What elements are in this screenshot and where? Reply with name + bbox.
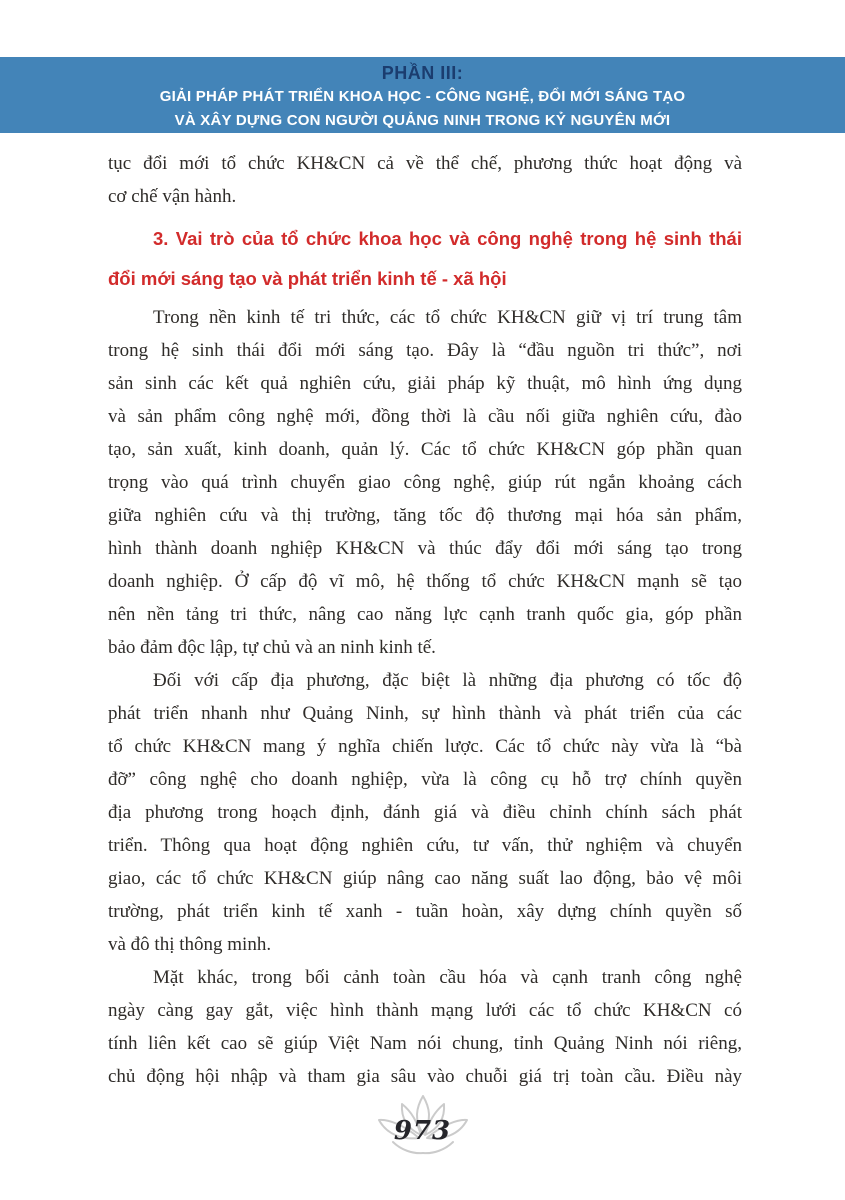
text-line: trường, phát triển kinh tế xanh - tuần hoàn, xây dựng chính quyền số: [108, 901, 742, 922]
header-banner: [0, 57, 845, 133]
text-line: phát triển nhanh như Quảng Ninh, sự hình thành và phát triển của các: [108, 703, 742, 724]
text-line: doanh nghiệp. Ở cấp độ vĩ mô, hệ thống tổ chức KH&CN mạnh sẽ tạo: [108, 571, 742, 592]
text-line: hình thành doanh nghiệp KH&CN và thúc đẩy đổi mới sáng tạo trong: [108, 538, 742, 559]
text-line: và sản phẩm công nghệ mới, đồng thời là cầu nối giữa nghiên cứu, đào: [108, 406, 742, 427]
text-line: địa phương trong hoạch định, đánh giá và điều chỉnh chính sách phát: [108, 802, 742, 823]
page-footer: [0, 1092, 845, 1177]
text-line: chủ động hội nhập và tham gia sâu vào chuỗi giá trị toàn cầu. Điều này: [108, 1066, 742, 1087]
text-line: Đối với cấp địa phương, đặc biệt là những địa phương có tốc độ: [153, 670, 742, 691]
text-line: tổ chức KH&CN mang ý nghĩa chiến lược. Các tổ chức này vừa là “bà: [108, 736, 742, 757]
text-line: trong hệ sinh thái đổi mới sáng tạo. Đây là “đầu nguồn tri thức”, nơi: [108, 340, 742, 361]
paragraph: [108, 664, 742, 961]
text-line: tục đổi mới tổ chức KH&CN cả về thể chế, phương thức hoạt động và: [108, 153, 742, 174]
section-heading-line: đổi mới sáng tạo và phát triển kinh tế - xã hội: [108, 268, 507, 289]
text-line: trọng vào quá trình chuyển giao công nghệ, giúp rút ngắn khoảng cách: [108, 472, 742, 493]
text-line: giao, các tổ chức KH&CN giúp nâng cao năng suất lao động, bảo vệ môi: [108, 868, 742, 889]
paragraph: [108, 961, 742, 1093]
text-line: đỡ” công nghệ cho doanh nghiệp, vừa là công cụ hỗ trợ chính quyền: [108, 769, 742, 790]
section-heading: [108, 219, 742, 299]
page-content: [108, 147, 742, 1093]
part-label: PHẦN III:: [381, 63, 464, 83]
text-line: giữa nghiên cứu và thị trường, tăng tốc độ thương mại hóa sản phẩm,: [108, 505, 742, 526]
text-line: bảo đảm độc lập, tự chủ và an ninh kinh tế.: [108, 637, 436, 658]
text-line: Mặt khác, trong bối cảnh toàn cầu hóa và cạnh tranh công nghệ: [153, 967, 742, 988]
text-line: sản sinh các kết quả nghiên cứu, giải pháp kỹ thuật, mô hình ứng dụng: [108, 373, 742, 394]
paragraph: [108, 301, 742, 664]
header-subtitle-line-2: VÀ XÂY DỰNG CON NGƯỜI QUẢNG NINH TRONG KỶ NGUYÊN MỚI: [174, 112, 671, 129]
text-line: Trong nền kinh tế tri thức, các tổ chức KH&CN giữ vị trí trung tâm: [153, 307, 742, 328]
text-line: cơ chế vận hành.: [108, 186, 237, 207]
page-number: 973: [393, 1116, 452, 1146]
paragraph-continuation: [108, 147, 742, 213]
text-line: và đô thị thông minh.: [108, 934, 272, 955]
section-heading-line: 3. Vai trò của tổ chức khoa học và công nghệ trong hệ sinh thái: [153, 228, 742, 249]
text-line: ngày càng gay gắt, việc hình thành mạng lưới các tổ chức KH&CN có: [108, 1000, 742, 1021]
text-line: triển. Thông qua hoạt động nghiên cứu, tư vấn, thử nghiệm và chuyển: [108, 835, 742, 856]
text-line: tạo, sản xuất, kinh doanh, quản lý. Các tổ chức KH&CN góp phần quan: [108, 439, 742, 460]
text-line: nên nền tảng tri thức, nâng cao năng lực cạnh tranh quốc gia, góp phần: [108, 604, 742, 625]
text-line: tính liên kết cao sẽ giúp Việt Nam nói chung, tỉnh Quảng Ninh nói riêng,: [108, 1033, 742, 1054]
header-subtitle-line-1: GIẢI PHÁP PHÁT TRIỂN KHOA HỌC - CÔNG NGHỆ, ĐỔI MỚI SÁNG TẠO: [159, 88, 686, 105]
